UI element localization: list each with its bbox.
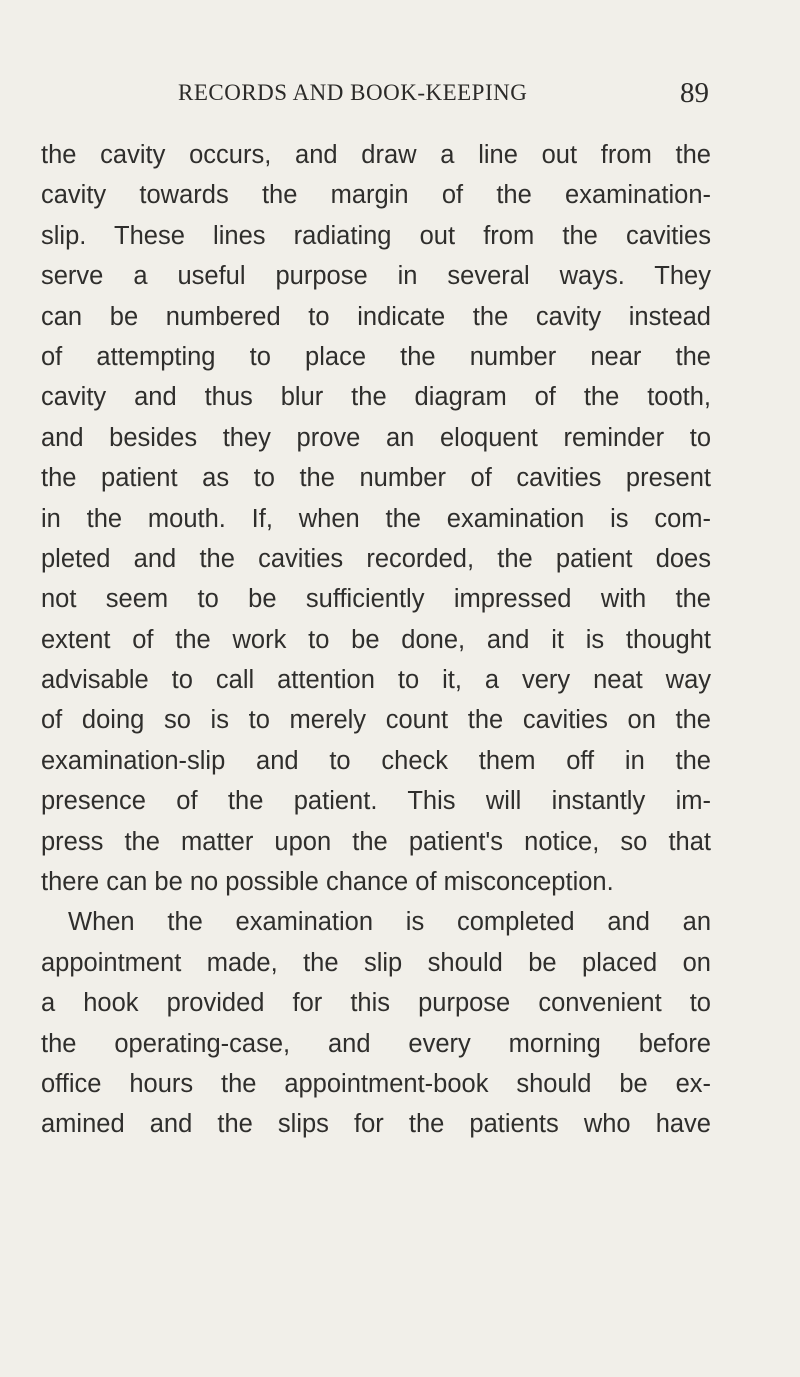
text-line: of doing so is to merely count the cavities on the: [41, 706, 711, 735]
text-line: a hook provided for this purpose convenient to: [41, 989, 711, 1018]
text-line: amined and the slips for the patients who have: [41, 1110, 711, 1139]
text-line: slip. These lines radiating out from the cavities: [41, 221, 711, 250]
text-line: can be numbered to indicate the cavity instead: [41, 302, 711, 331]
text-line: and besides they prove an eloquent reminder to: [41, 423, 711, 452]
text-line: of attempting to place the number near the: [41, 342, 711, 371]
text-line: serve a useful purpose in several ways. They: [41, 262, 711, 291]
text-line: extent of the work to be done, and it is thought: [41, 625, 711, 654]
text-line: When the examination is completed and an: [68, 908, 711, 937]
text-line: cavity and thus blur the diagram of the tooth,: [41, 383, 711, 412]
text-line: office hours the appointment-book should be ex-: [41, 1069, 711, 1098]
text-line: the patient as to the number of cavities present: [41, 464, 711, 493]
text-line: pleted and the cavities recorded, the patient does: [41, 544, 711, 573]
text-line: there can be no possible chance of misconception.: [41, 868, 614, 897]
text-line: presence of the patient. This will instantly im-: [41, 787, 711, 816]
text-line: cavity towards the margin of the examination-: [41, 181, 711, 210]
text-line: the operating-case, and every morning before: [41, 1029, 711, 1058]
text-line: advisable to call attention to it, a very neat way: [41, 666, 711, 695]
text-line: not seem to be sufficiently impressed with the: [41, 585, 711, 614]
running-head: [0, 77, 800, 112]
body-text: [41, 135, 711, 1145]
text-line: appointment made, the slip should be placed on: [41, 948, 711, 977]
running-title: RECORDS AND BOOK-KEEPING: [178, 80, 528, 105]
text-line: examination-slip and to check them off in the: [41, 746, 711, 775]
page-number: 89: [680, 77, 709, 109]
text-line: in the mouth. If, when the examination is com-: [41, 504, 711, 533]
text-line: the cavity occurs, and draw a line out from the: [41, 141, 711, 169]
text-line: press the matter upon the patient's notice, so that: [41, 827, 711, 856]
